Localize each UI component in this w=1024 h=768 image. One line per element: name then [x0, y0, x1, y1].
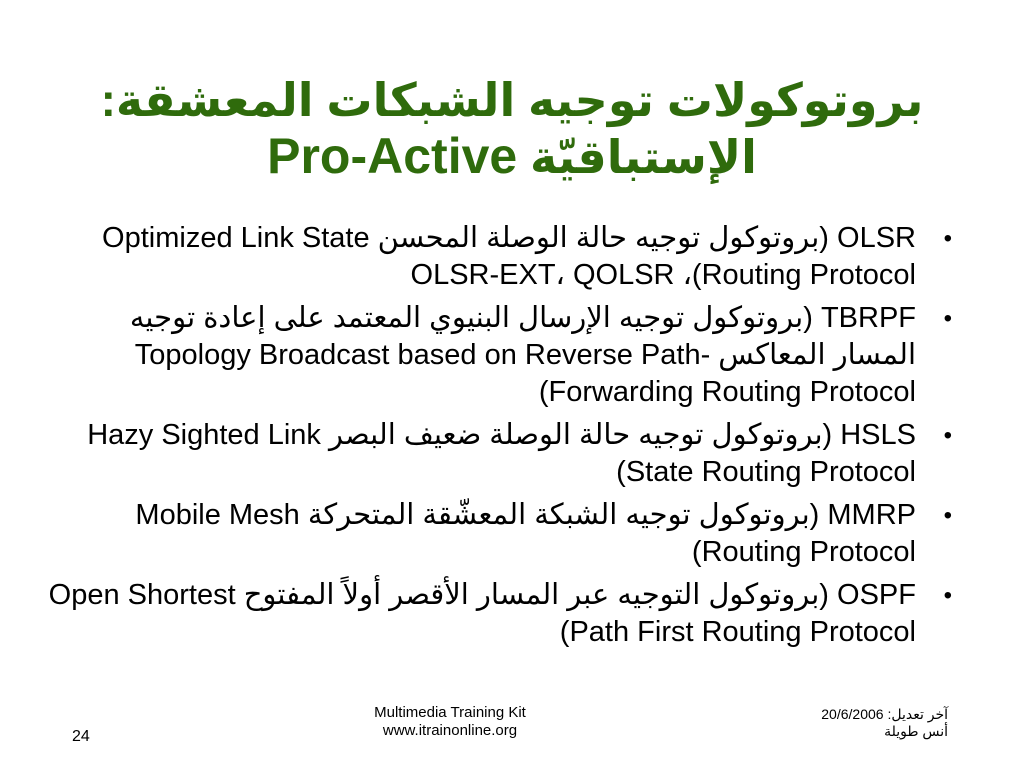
- bullet-icon: •: [943, 422, 952, 449]
- title-arabic-word: الإستباقيّة: [529, 131, 757, 183]
- title-line-2: [60, 128, 964, 185]
- bullet-item-mmrp: [40, 497, 960, 571]
- bullet-text: HSLS (بروتوكول توجيه حالة الوصلة ضعيف البصر Hazy Sighted Link State Routing Protocol): [87, 419, 916, 488]
- bullet-item-tbrpf: [40, 300, 960, 411]
- bullet-icon: •: [943, 225, 952, 252]
- footer-right: [821, 706, 948, 740]
- bullet-item-hsls: [40, 417, 960, 491]
- footer-center: [300, 704, 600, 740]
- footer-author: أنس طويلة: [884, 723, 948, 739]
- bullet-icon: •: [943, 582, 952, 609]
- bullet-text: OSPF (بروتوكول التوجيه عبر المسار الأقصر أولاً المفتوح Open Shortest Path First Routing Protocol): [48, 579, 916, 648]
- bullet-item-ospf: [40, 577, 960, 651]
- bullet-icon: •: [943, 305, 952, 332]
- title-latin-word: Pro-Active: [267, 128, 518, 184]
- footer-kit-name: Multimedia Training Kit: [374, 704, 526, 721]
- bullet-icon: •: [943, 502, 952, 529]
- title-line-1: بروتوكولات توجيه الشبكات المعشقة:: [100, 74, 924, 126]
- bullet-list: [40, 220, 960, 657]
- bullet-text: TBRPF (بروتوكول توجيه الإرسال البنيوي المعتمد على إعادة توجيه المسار المعاكس -Topology Broadcast based on Reverse Path Forwarding Routing Protocol): [129, 302, 916, 408]
- page-number: 24: [72, 728, 90, 745]
- bullet-item-olsr: [40, 220, 960, 294]
- footer-website: www.itrainonline.org: [382, 722, 518, 739]
- bullet-text: MMRP (بروتوكول توجيه الشبكة المعشّقة المتحركة Mobile Mesh Routing Protocol): [135, 499, 916, 568]
- footer-last-modified: آخر تعديل: 20/6/2006: [821, 706, 948, 722]
- slide-title: [60, 72, 964, 185]
- bullet-text: OLSR (بروتوكول توجيه حالة الوصلة المحسن Optimized Link State Routing Protocol)، OLSR-EXT، QOLSR: [102, 222, 916, 291]
